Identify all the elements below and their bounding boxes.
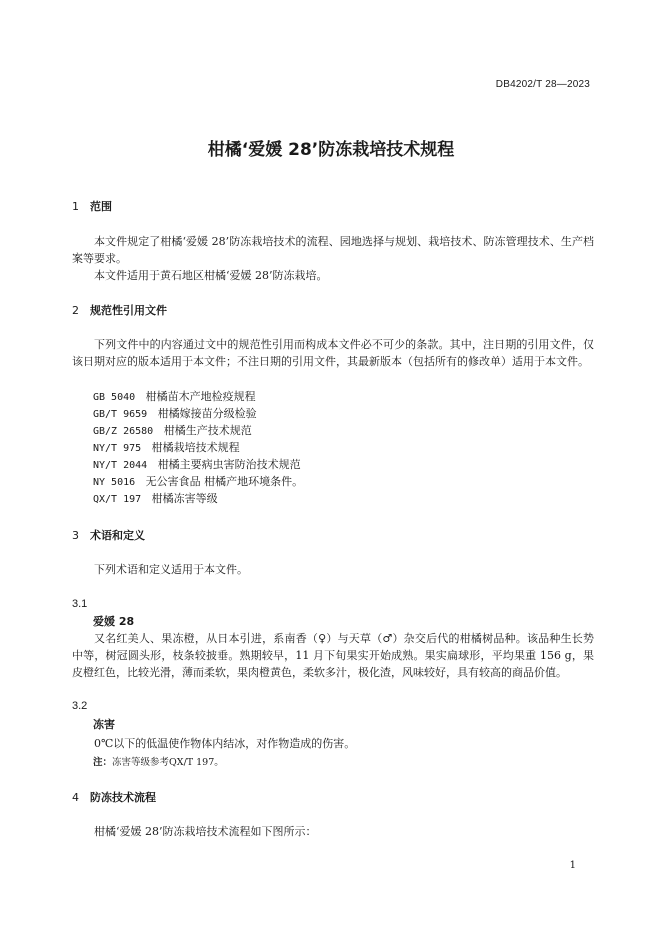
note (93, 754, 224, 768)
reference-code: NY/T 2044 (93, 460, 148, 471)
reference-code: NY/T 975 (93, 443, 142, 454)
note-label: 注： (93, 757, 113, 768)
section-title: 术语和定义 (90, 529, 145, 542)
term-definition: 0℃以下的低温使作物体内结冰，对作物造成的伤害。 (94, 737, 356, 750)
reference-name: 无公害食品 柑橘产地环境条件。 (145, 475, 304, 488)
reference-item (93, 473, 303, 489)
section-number: 2 (72, 304, 79, 317)
term-number: 3.2 (72, 700, 88, 712)
reference-name: 柑橘冻害等级 (151, 492, 218, 505)
reference-name: 柑橘栽培技术规程 (151, 441, 240, 454)
document-title: 柑橘‘爱媛 28’防冻栽培技术规程 (207, 140, 455, 160)
paragraph: 下列文件中的内容通过文中的规范性引用而构成本文件必不可少的条款。其中，注日期的引用文件，仅该日期对应的版本适用于本文件；不注日期的引用文件，其最新版本（包括所有的修改单）适用于本文件。 (72, 338, 594, 368)
paragraph: 下列术语和定义适用于本文件。 (94, 563, 248, 576)
reference-code: GB/Z 26580 (93, 426, 154, 437)
page-number: 1 (569, 860, 576, 871)
term-name: 爱媛 28 (93, 615, 135, 628)
term-name: 冻害 (93, 718, 115, 731)
reference-code: NY 5016 (93, 477, 136, 488)
reference-item (93, 422, 252, 438)
paragraph: 柑橘‘爱媛 28’防冻栽培技术流程如下图所示： (94, 825, 317, 838)
note-text: 冻害等级参考QX/T 197。 (112, 757, 224, 768)
section-title: 防冻技术流程 (90, 791, 156, 804)
section-4-heading (72, 789, 156, 805)
section-1-heading (72, 198, 112, 214)
section-2-heading (72, 302, 167, 318)
section-title: 范围 (90, 200, 112, 213)
paragraph: 本文件规定了柑橘‘爱媛 28’防冻栽培技术的流程、园地选择与规划、栽培技术、防冻管理技术、生产档案等要求。 (72, 235, 594, 265)
section-number: 4 (72, 791, 79, 804)
reference-item (93, 456, 301, 472)
term-definition: 又名红美人、果冻橙，从日本引进，系南香（♀）与天草（♂）杂交后代的柑橘树品种。该品种生长势中等，树冠圆头形，枝条较披垂。熟期较早，11 月下旬果实开始成熟。果实扁球形，平均果重 156 g，果皮橙红色，比较光滑，薄而柔软，果肉橙黄色，柔软多汁，极化渣，风味较好，具有较高的商品价值。 (72, 632, 594, 679)
paragraph: 本文件适用于黄石地区柑橘‘爱媛 28’防冻栽培。 (94, 269, 328, 282)
reference-name: 柑橘主要病虫害防治技术规范 (157, 458, 301, 471)
section-title: 规范性引用文件 (90, 304, 167, 317)
reference-item (93, 439, 240, 455)
reference-item (93, 490, 218, 506)
section-number: 1 (72, 200, 79, 213)
reference-code: GB 5040 (93, 392, 136, 403)
reference-code: QX/T 197 (93, 494, 142, 505)
section-3-heading (72, 527, 145, 543)
reference-name: 柑橘苗木产地检疫规程 (145, 390, 256, 403)
reference-item (93, 388, 256, 404)
reference-item (93, 405, 257, 421)
reference-code: GB/T 9659 (93, 409, 148, 420)
section-number: 3 (72, 529, 79, 542)
standard-number: DB4202/T 28—2023 (495, 79, 590, 90)
reference-name: 柑橘嫁接苗分级检验 (157, 407, 257, 420)
term-number: 3.1 (72, 598, 88, 610)
reference-name: 柑橘生产技术规范 (163, 424, 252, 437)
